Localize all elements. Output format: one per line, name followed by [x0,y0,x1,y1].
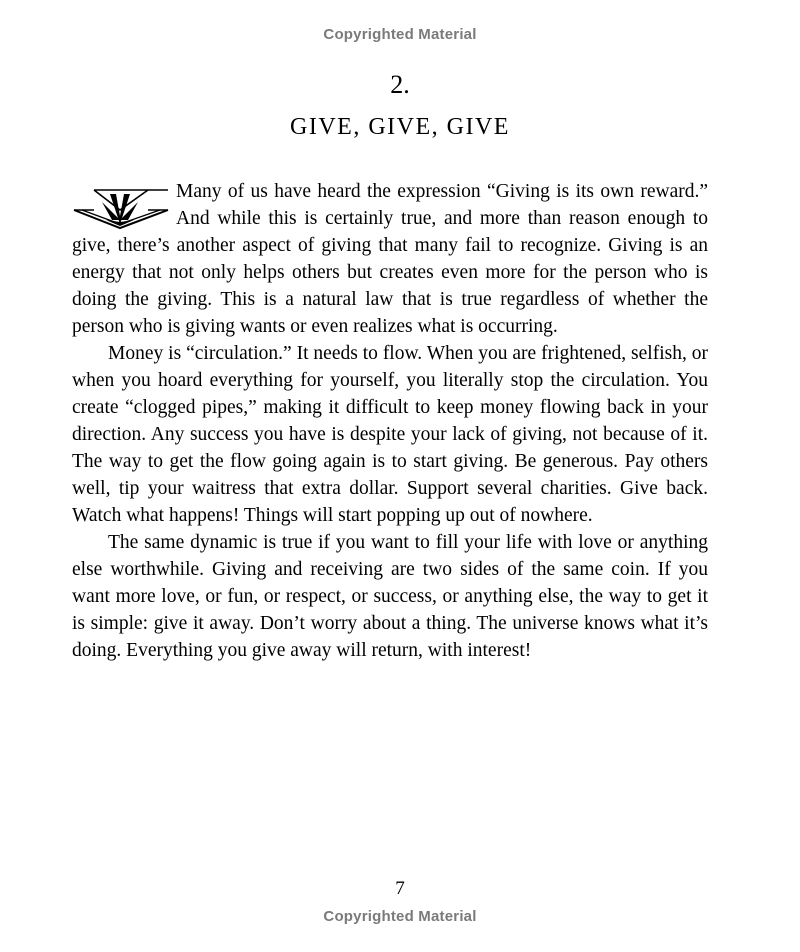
paragraph-1: Many of us have heard the expression “Giving is its own reward.” And while this is certainly true, and more than reason enough to give, there’s another aspect of giving that many fail to recognize. Giving is an energy that not only helps others but creates even more for the person who is doing the giving. This is a natural law that is true regardless of whether the person who is giving wants or even realizes what is occurring. [72,181,708,337]
paragraph-3: The same dynamic is true if you want to fill your life with love or anything else worthwhile. Giving and receiving are two sides of the same coin. If you want more love, or fun, or respect, or success, or anything else, the way to get it is simple: give it away. Don’t worry about a thing. The universe knows what it’s doing. Everything you give away will return, with interest! [72,532,708,661]
copyright-watermark-bottom: Copyrighted Material [323,908,477,925]
chapter-number: 2. [390,70,410,99]
copyright-watermark-top: Copyrighted Material [323,26,477,43]
chapter-body [72,178,708,664]
paragraph-2: Money is “circulation.” It needs to flow. When you are frightened, selfish, or when you hoard everything for yourself, you literally stop the circulation. You create “clogged pipes,” making it difficult to keep money flowing back in your direction. Any success you have is despite your lack of giving, not because of it. The way to get the flow going again is to start giving. Be generous. Pay others well, tip your waitress that extra dollar. Support several charities. Give back. Watch what happens! Things will start popping up out of nowhere. [72,343,708,526]
page-number: 7 [395,878,405,899]
decorative-chevron-ornament-icon [72,180,172,232]
chapter-title: GIVE, GIVE, GIVE [290,114,510,140]
